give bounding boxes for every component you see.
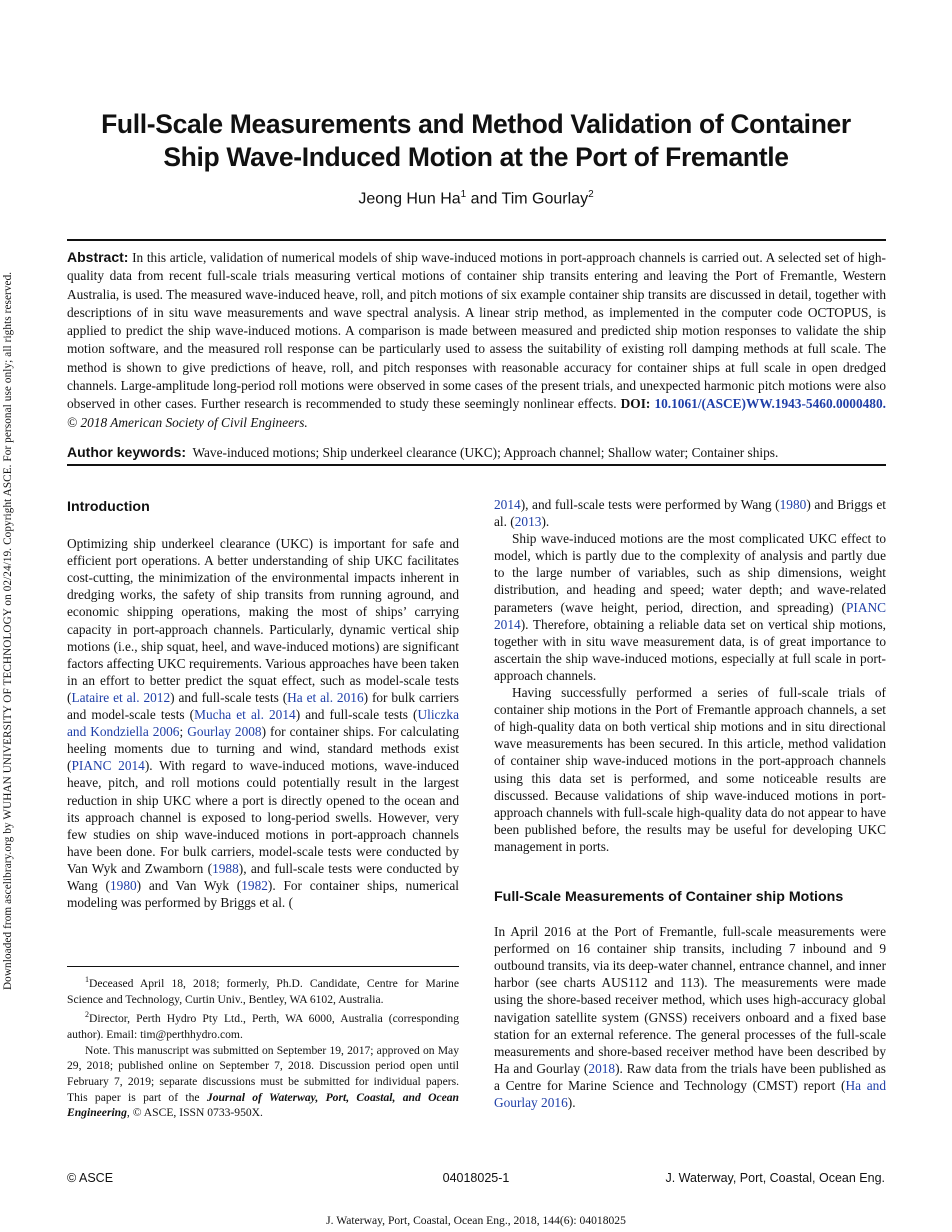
download-side-note xyxy=(2,250,18,990)
intro-paragraph-1 xyxy=(67,535,459,911)
abstract-text: In this article, validation of numerical models of ship wave-induced motions in port-approach channels is carried out. A selected set of high-quality data from recent full-scale trials measuring vertical motions of container ship transits entering and leaving the Port of Fremantle, Western Australia, is used. The measured wave-induced heave, roll, and pitch motions of six example container ship transits are discussed in detail, together with descriptions of in situ wave measurements and wave spectral analysis. A linear strip method, as implemented in the computer code OCTOPUS, is applied to predict the ship wave-induced motions. A comparison is made between measured and predicted ship motion responses to validate the ship motion software, and the measured roll response can be particularly used to assess the suitability of existing roll damping methods at full scale. The method is shown to give predictions of heave, roll, and pitch responses with reasonable accuracy for container ships at full scale in open dredged channels. Large-amplitude long-period roll motions were observed in some cases of the present trials, and unexpected harmonic pitch motions were also observed in other cases. Further research is recommended to study these seemingly nonlinear effects. xyxy=(67,250,886,412)
text-run: Optimizing ship underkeel clearance (UKC) is important for safe and efficient port operations. A better understanding of ship UKC facilitates cost-cutting, the minimization of the environmental impacts inherent in dredging works, the safety of ship transits from running aground, and economic shipping operations, making the most of ships’ carrying capacity in port-approach channels. Particularly, dynamic vertical ship motions (i.e., ship squat, heel, and wave-induced motions) are significant factors affecting UKC requirements. Various approaches have been taken in an effort to better predict the squat effect, such as model-scale tests ( xyxy=(67,536,459,705)
abstract-top-rule xyxy=(67,239,886,241)
text-run: In April 2016 at the Port of Fremantle, full-scale measurements were performed on 16 container ship transits, including 7 inbound and 9 outbound transits, via its deep-water channel, entrance channel, and inner harbor (see charts AUS112 and 113). The measurements were made using the shore-based receiver method, which uses high-accuracy global navigation satellite system (GNSS) receivers onboard and a fixed base station for an external reference. The general processes of the full-scale measurements and shore-based receiver method have been described by Ha and Gourlay ( xyxy=(494,924,887,1076)
section-2-heading: Full-Scale Measurements of Container ship Motions xyxy=(494,888,844,905)
text-run: Ship wave-induced motions are the most complicated UKC effect to model, which is partly due to the complexity of analysis and partly due to the large number of variables, such as ship dimensions, weight distribution, and heading and speed; water depth; and wave-related parameters (wave height, period, direction, and spreading) ( xyxy=(494,531,886,615)
text-run: ). For container ships, numerical modeling was performed by Briggs et al. ( xyxy=(67,877,459,911)
ref-link[interactable]: 2013 xyxy=(514,514,542,530)
text-run: ), and full-scale tests were performed by Wang ( xyxy=(520,497,780,512)
author-list xyxy=(60,189,892,208)
footnote-2-mark: 2 xyxy=(85,1010,89,1020)
footnote-1 xyxy=(67,972,459,1007)
author-1: Jeong Hun Ha xyxy=(358,190,461,208)
footnote-2-text: Director, Perth Hydro Pty Ltd., Perth, WA 6000, Australia (corresponding author). Email: tim@perthhydro.com. xyxy=(67,1012,459,1041)
ref-link[interactable]: 2014 xyxy=(494,497,521,512)
keywords-block xyxy=(67,443,886,462)
left-column xyxy=(67,499,459,911)
footer-journal: J. Waterway, Port, Coastal, Ocean Eng. xyxy=(665,1171,885,1185)
doi-link[interactable]: 10.1061/(ASCE)WW.1943-5460.0000480. xyxy=(654,396,886,412)
ref-link[interactable]: 1980 xyxy=(779,497,807,512)
footer-page-id: 04018025-1 xyxy=(442,1171,510,1185)
ref-link[interactable]: Mucha et al. 2014 xyxy=(194,707,296,723)
text-run: ) and full-scale tests ( xyxy=(295,707,418,723)
text-run: ) and full-scale tests ( xyxy=(170,689,288,705)
journal-name: Journal of Waterway, Port, Coastal, and Ocean Engineering xyxy=(67,1090,460,1120)
ref-link[interactable]: Uliczka and Kondziella 2006 xyxy=(67,707,459,740)
ref-link[interactable]: Ha et al. 2016 xyxy=(287,689,364,705)
text-run: ). xyxy=(541,514,550,530)
ref-link[interactable]: Ha and Gourlay 2016 xyxy=(494,1077,886,1110)
footnote-rule xyxy=(67,966,459,967)
text-run: ), and full-scale tests were conducted by Wang ( xyxy=(67,860,459,893)
text-run: ) and Van Wyk ( xyxy=(136,877,242,893)
footnote-2 xyxy=(67,1007,459,1042)
text-run: ). Raw data from the trials have been published as a Centre for Marine Science and Technology (CMST) report ( xyxy=(494,1060,886,1093)
intro-paragraph-3: Having successfully performed a series of full-scale trials of container ship motions in the Port of Fremantle approach channels, a set of high-quality data on both vertical ship motions and in situ directional wave measurements has been secured. In this article, method validation of container ship wave-induced motions in the port-approach channels using this data set is performed, and some noticeable results are discussed. Because validations of ship wave-induced motions in port-approach channels with full-scale high-quality data do not appear to have been published before, the results may be useful for developing UKC management in ports. xyxy=(494,685,886,854)
doi-label: DOI: xyxy=(620,396,651,412)
footer-left: © ASCE xyxy=(67,1171,114,1185)
abstract-block xyxy=(67,248,886,432)
text-run: ). With regard to wave-induced motions, wave-induced heave, pitch, and roll motions could potentially result in the largest reduction in ship UKC where a port is directly opened to the ocean and its approach channel is exposed to long-period swells. However, very few studies on ship wave-induced motions in port-approach channels have been done. For bulk carriers, model-scale tests were conducted by Van Wyk and Zwamborn ( xyxy=(67,758,460,876)
text-run: ) for container ships. For calculating heeling moments due to turning and wind, standard methods exist ( xyxy=(67,724,460,774)
text-run: ) for bulk carriers and model-scale tests ( xyxy=(67,689,459,723)
title-line-2: Ship Wave-Induced Motion at the Port of Fremantle xyxy=(163,142,789,172)
note-text: , © ASCE, ISSN 0733-950X. xyxy=(126,1106,263,1120)
note-text: Note. This manuscript was submitted on September 19, 2017; approved on May 29, 2018; published online on September 7, 2018. Discussion period open until February 7, 2019; separate discussions must be submitted for individual papers. This paper is part of the xyxy=(67,1043,459,1104)
intro-paragraph-2 xyxy=(494,530,886,684)
ref-link[interactable]: 1988 xyxy=(212,860,239,876)
author-2: Tim Gourlay xyxy=(501,190,589,208)
section-2-paragraph-1 xyxy=(494,923,886,1111)
author-and: and xyxy=(466,190,502,208)
right-column xyxy=(494,496,886,1111)
keywords-text: Wave-induced motions; Ship underkeel clearance (UKC); Approach channel; Shallow water; Container ships. xyxy=(192,445,779,460)
ref-link[interactable]: PIANC 2014 xyxy=(494,599,886,632)
abstract-label: Abstract: xyxy=(67,249,129,265)
intro-paragraph-1-cont xyxy=(494,496,886,530)
text-run: ). Therefore, obtaining a reliable data set on vertical ship motions, together with in situ wave measurement data, is of great importance to ascertain the ship wave-induced motions, especially at full scale in port-approach channels. xyxy=(494,616,886,683)
footnotes xyxy=(67,972,459,1121)
footnote-1-mark: 1 xyxy=(85,975,89,984)
keywords-label: Author keywords: xyxy=(67,444,187,460)
manuscript-note xyxy=(67,1043,459,1122)
side-note-text: Downloaded from ascelibrary.org by WUHAN UNIVERSITY OF TECHNOLOGY on 02/24/19. Copyright ASCE. For personal use only; all rights reserved. xyxy=(2,271,14,990)
keywords-bottom-rule xyxy=(67,464,886,466)
text-run: ; xyxy=(179,724,188,740)
paper-title xyxy=(60,108,892,174)
ref-link[interactable]: PIANC 2014 xyxy=(71,758,145,774)
citation-line: J. Waterway, Port, Coastal, Ocean Eng., 2018, 144(6): 04018025 xyxy=(326,1214,626,1227)
text-run: ) and Briggs et al. ( xyxy=(494,497,886,530)
text-run: ). xyxy=(567,1095,576,1110)
ref-link[interactable]: Lataire et al. 2012 xyxy=(71,689,171,705)
ref-link[interactable]: 1980 xyxy=(109,877,137,893)
footnote-1-text: Deceased April 18, 2018; formerly, Ph.D. Candidate, Centre for Marine Science and Technology, Curtin Univ., Bentley, WA 6102, Australia. xyxy=(67,976,459,1006)
ref-link[interactable]: Gourlay 2008 xyxy=(187,724,262,740)
ref-link[interactable]: 1982 xyxy=(241,877,268,893)
intro-heading: Introduction xyxy=(67,499,150,515)
ref-link[interactable]: 2018 xyxy=(588,1060,616,1076)
author-1-mark: 1 xyxy=(460,189,467,200)
title-line-1: Full-Scale Measurements and Method Validation of Container xyxy=(101,109,851,139)
copyright-notice: © 2018 American Society of Civil Engineers. xyxy=(67,414,308,430)
author-2-mark: 2 xyxy=(588,189,594,200)
